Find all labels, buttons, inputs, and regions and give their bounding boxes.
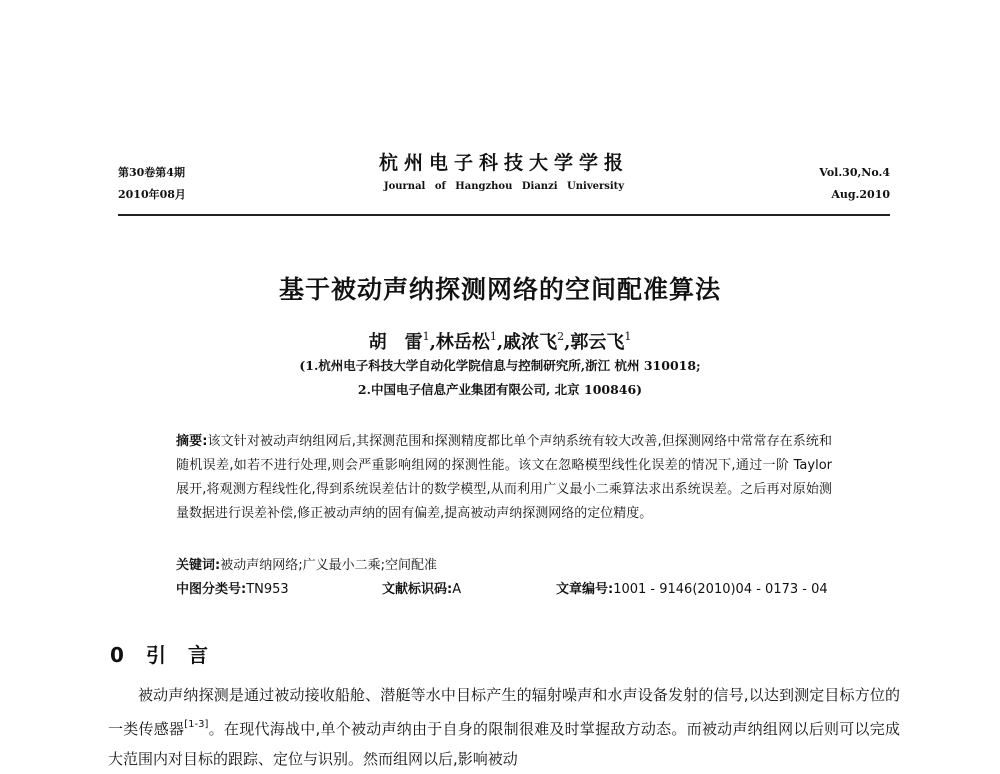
abstract	[176, 430, 832, 526]
volume-issue: 第30卷第4期	[118, 166, 185, 179]
author-separator: ,	[496, 332, 504, 353]
author-name: 郭云飞	[570, 332, 625, 353]
author-list	[100, 322, 900, 358]
clc-label: 中图分类号:	[176, 582, 247, 597]
author-separator: ,	[429, 332, 436, 353]
affiliations	[100, 354, 900, 402]
author-affiliation-mark: 1	[489, 330, 497, 343]
issue-info-english	[819, 162, 890, 206]
document-code-label: 文献标识码:	[382, 582, 453, 597]
volume-issue-english: Vol.30,No.4	[819, 166, 890, 179]
paper-title: 基于被动声纳探测网络的空间配准算法	[278, 275, 721, 304]
document-code	[382, 578, 461, 602]
clc-number	[176, 578, 289, 602]
classification-row	[176, 578, 832, 602]
keywords-text: 被动声纳网络;广义最小二乘;空间配准	[220, 558, 437, 573]
author-name: 戚浓飞	[503, 332, 558, 353]
document-code-value: A	[452, 582, 462, 597]
header-rule	[118, 214, 890, 216]
journal-header	[118, 148, 890, 218]
article-number-value: 1001 - 9146(2010)04 - 0173 - 04	[613, 582, 828, 597]
issue-date-english: Aug.2010	[831, 188, 890, 201]
citation: [1-3]	[184, 719, 209, 730]
abstract-label: 摘要:	[176, 434, 208, 449]
section-title: 引言	[146, 643, 230, 667]
section-heading	[110, 640, 230, 670]
keywords	[176, 554, 832, 578]
section-number: 0	[110, 643, 124, 667]
affiliation-line: (1.杭州电子科技大学自动化学院信息与控制研究所,浙江 杭州 310018;	[299, 358, 701, 373]
author-affiliation-mark: 2	[557, 330, 565, 343]
author-separator: ,	[564, 332, 571, 353]
issue-date: 2010年08月	[118, 188, 186, 201]
author-affiliation-mark: 1	[624, 330, 632, 343]
article-number-label: 文章编号:	[556, 582, 614, 597]
author-name: 胡 雷	[368, 332, 423, 353]
article-number	[556, 578, 828, 602]
abstract-text: 该文针对被动声纳组网后,其探测范围和探测精度都比单个声纳系统有较大改善,但探测网络中常常存在系统和随机误差,如若不进行处理,则会严重影响组网的探测性能。该文在忽略模型线性化误差的情况下,通过一阶 Taylor 展开,将观测方程线性化,得到系统误差估计的数学模型,从而利用广义最小二乘算法求出系统误差。之后再对原始测量数据进行误差补偿,修正被动声纳的固有偏差,提高被动声纳探测网络的定位精度。	[176, 434, 833, 521]
body-text: 。在现代海战中,单个被动声纳由于自身的限制很难及时掌握敌方动态。而被动声纳组网以后则可以完成大范围内对目标的跟踪、定位与识别。然而组网以后,影响被动	[108, 720, 900, 768]
affiliation-line: 2.中国电子信息产业集团有限公司, 北京 100846)	[357, 382, 643, 397]
author-name: 林岳松	[435, 332, 490, 353]
author-affiliation-mark: 1	[422, 330, 430, 343]
keywords-label: 关键词:	[176, 558, 221, 573]
journal-name-chinese: 杭州电子科技大学学报	[378, 152, 629, 174]
body-text: 被动声纳探测是通过被动接收船舱、潜艇等水中目标产生的辐射噪声和水声设备发射的信号,以达到测定目标方位的一类传感器	[108, 686, 900, 738]
journal-name-english: Journal of Hangzhou Dianzi University	[383, 181, 625, 192]
clc-value: TN953	[246, 582, 289, 597]
issue-info	[118, 162, 186, 206]
journal-name	[318, 148, 690, 196]
